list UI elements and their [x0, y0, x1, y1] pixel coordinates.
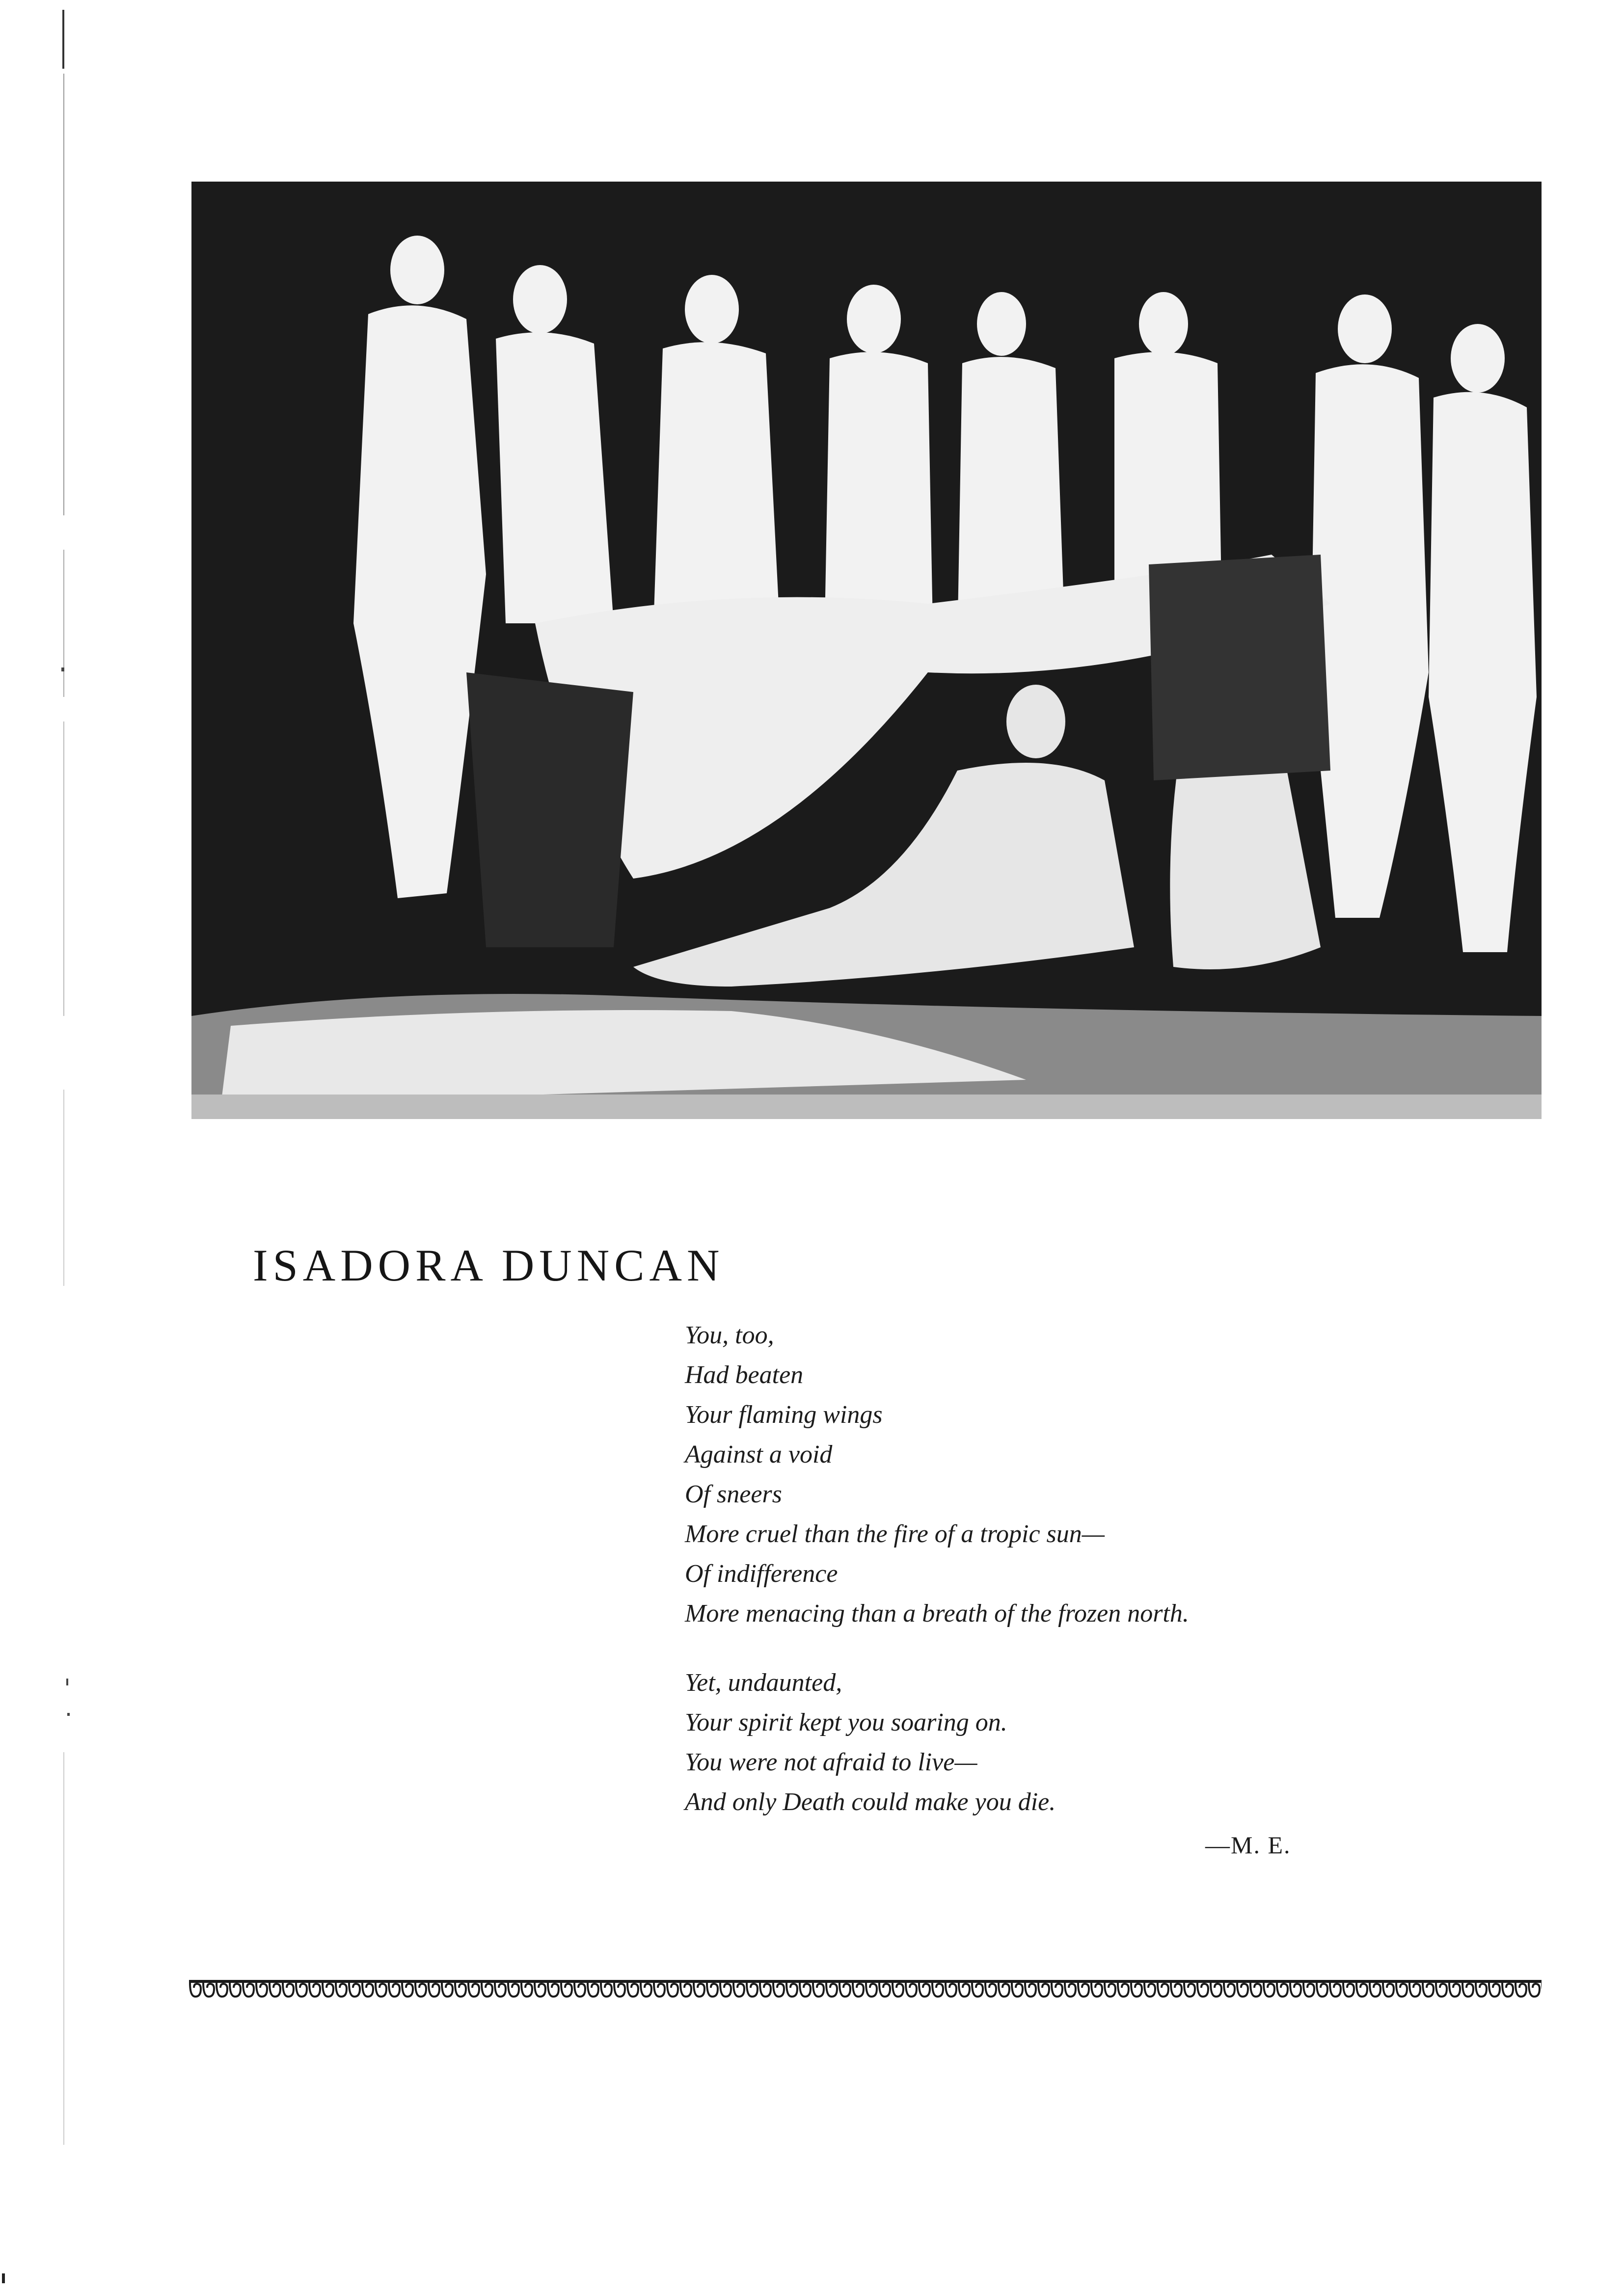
poem-line: Against a void [685, 1441, 833, 1468]
poem-line: Your spirit kept you soaring on. [685, 1709, 1007, 1736]
poem-line: Your flaming wings [685, 1401, 883, 1429]
poem-line: More menacing than a breath of the frozen north. [685, 1600, 1189, 1628]
poem-line: Had beaten [685, 1361, 804, 1389]
margin-scan-marks [56, 10, 76, 2287]
poem-stanza-1 [685, 1315, 1421, 1633]
poem-stanza-2 [685, 1663, 1421, 1822]
poem-line: You were not afraid to live— [685, 1748, 977, 1776]
poem-line: More cruel than the fire of a tropic sun— [685, 1520, 1105, 1548]
ornament-divider-icon [189, 1978, 1542, 2002]
poem-line: Yet, undaunted, [685, 1669, 842, 1697]
poem [685, 1315, 1421, 1851]
dancers-photograph [191, 182, 1542, 1119]
poem-line: And only Death could make you die. [685, 1788, 1056, 1816]
poem-signature: —M. E. [1205, 1831, 1291, 1859]
dancers-group-photo-icon [191, 182, 1542, 1119]
poem-line: You, too, [685, 1321, 774, 1349]
scan-edge-mark [2, 2273, 5, 2283]
page-title: ISADORA DUNCAN [253, 1240, 725, 1290]
poem-line: Of sneers [685, 1480, 782, 1508]
poem-line: Of indifference [685, 1560, 838, 1588]
